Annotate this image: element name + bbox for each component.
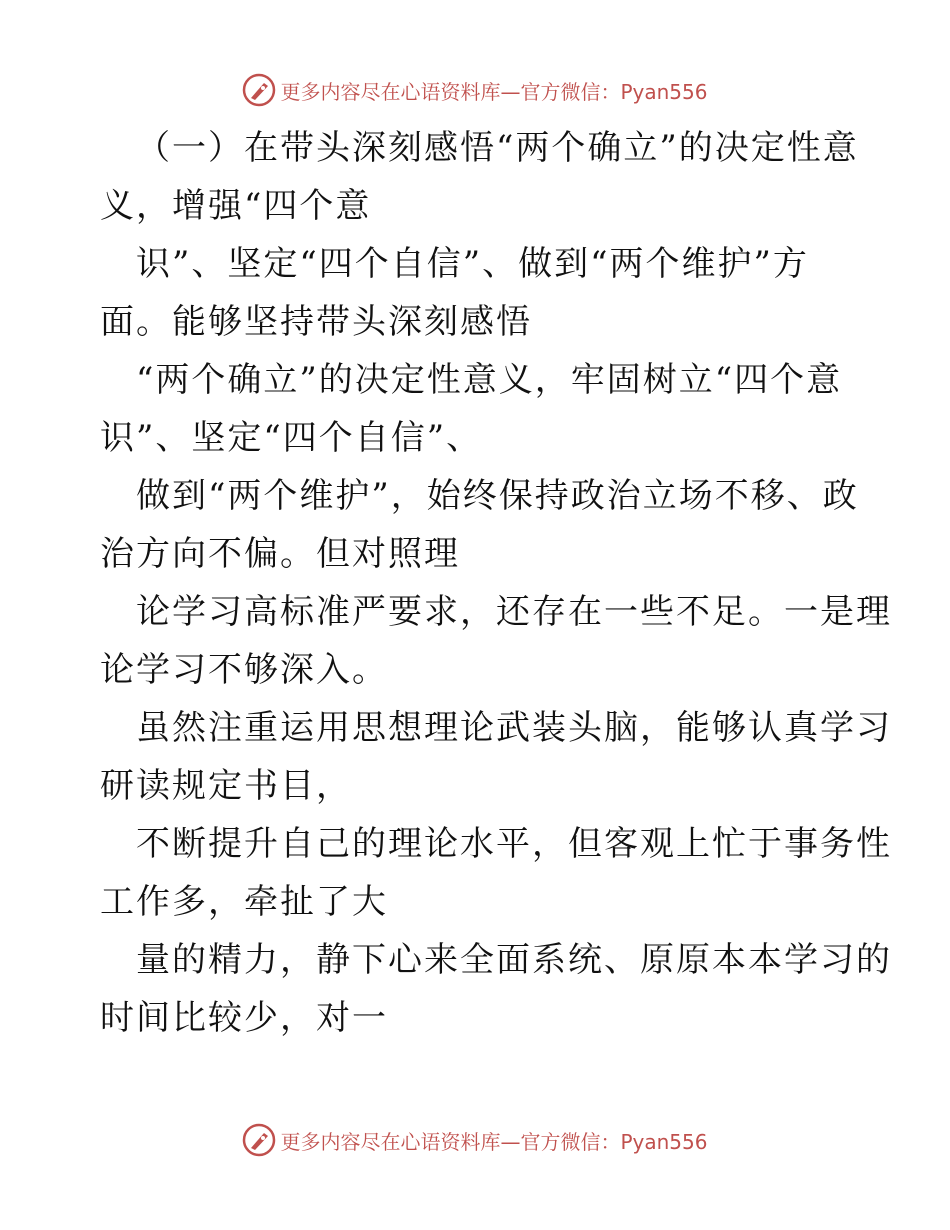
paragraph-line: 义，增强“四个意 (100, 186, 372, 226)
footer-banner (0, 1120, 950, 1160)
paragraph-line: 量的精力，静下心来全面系统、原原本本学习的 (136, 940, 892, 980)
paragraph-line: 识”、坚定“四个自信”、做到“两个维护”方 (136, 244, 809, 284)
paragraph-line: 做到“两个维护”，始终保持政治立场不移、政 (136, 476, 859, 516)
paragraph-line: 识”、坚定“四个自信”、 (100, 418, 483, 458)
paragraph-line: 论学习不够深入。 (100, 650, 388, 690)
paragraph-line: “两个确立”的决定性意义，牢固树立“四个意 (136, 360, 843, 400)
document-body (100, 119, 892, 1047)
paragraph-line: 论学习高标准严要求，还存在一些不足。一是理 (136, 592, 892, 632)
paragraph-line: 治方向不偏。但对照理 (100, 534, 460, 574)
paragraph-line: 虽然注重运用思想理论武装头脑，能够认真学习 (136, 708, 892, 748)
pen-nib-logo-icon (242, 73, 276, 107)
pen-nib-logo-icon (242, 1123, 276, 1157)
paragraph-line: 工作多，牵扯了大 (100, 882, 388, 922)
paragraph-line: 研读规定书目， (100, 766, 352, 806)
paragraph-line: （一）在带头深刻感悟“两个确立”的决定性意 (136, 128, 859, 168)
header-banner (0, 70, 950, 110)
paragraph-line: 面。能够坚持带头深刻感悟 (100, 302, 532, 342)
paragraph-line: 不断提升自己的理论水平，但客观上忙于事务性 (136, 824, 892, 864)
footer-banner-text: 更多内容尽在心语资料库—官方微信：Pyan556 (280, 1129, 708, 1154)
paragraph-line: 时间比较少，对一 (100, 998, 388, 1038)
header-banner-text: 更多内容尽在心语资料库—官方微信：Pyan556 (280, 79, 708, 104)
